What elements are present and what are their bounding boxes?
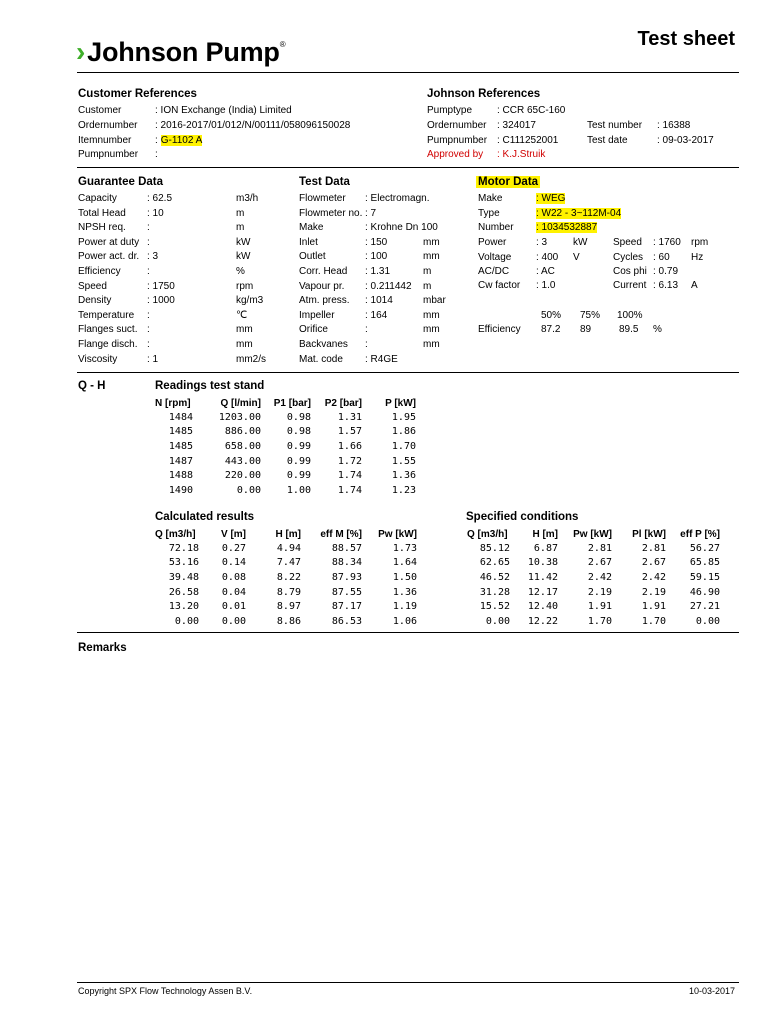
motor-voltage-value: : 400 (536, 252, 559, 263)
table-cell: 2.81 (641, 542, 666, 554)
field-label: Viscosity (78, 353, 118, 365)
motor-power-value: : 3 (536, 237, 548, 248)
specified-conditions-heading: Specified conditions (466, 511, 579, 523)
jr-ordernumber-value: : 324017 (497, 120, 536, 131)
table-cell: 886.00 (224, 426, 261, 438)
field-value: : (147, 266, 150, 277)
motor-speed-unit: rpm (691, 237, 709, 248)
divider (77, 72, 739, 73)
chevron-logo-icon: › (76, 36, 86, 67)
readings-table (155, 396, 416, 498)
table-cell: 1.36 (391, 470, 416, 482)
field-label: Temperature (78, 309, 135, 321)
table-cell: 88.57 (331, 542, 362, 554)
table-cell: 1.73 (392, 542, 417, 554)
field-value: : 62.5 (147, 193, 173, 204)
calculated-results-heading: Calculated results (155, 511, 255, 523)
field-unit: mm (423, 236, 440, 248)
field-unit: mm (423, 324, 440, 336)
field-value: : (147, 339, 150, 350)
table-row (155, 410, 416, 425)
table-cell: 1.50 (392, 571, 417, 583)
table-cell: 1.70 (391, 440, 416, 452)
field-label: Efficiency (78, 266, 121, 277)
field-label: Density (78, 295, 112, 307)
table-cell: 1488 (168, 470, 193, 482)
table-cell: 2.67 (587, 557, 612, 569)
table-cell: 26.58 (168, 586, 199, 598)
table-cell: 0.00 (236, 484, 261, 496)
field-unit: mbar (423, 295, 446, 307)
table-cell: 1.64 (392, 557, 417, 569)
test-number-label: Test number (587, 120, 643, 131)
table-row (155, 556, 417, 571)
column-header: eff M [%] (320, 528, 362, 540)
field-label: Flowmeter no. (299, 207, 363, 219)
table-cell: 27.21 (689, 601, 720, 613)
motor-cycles-label: Cycles (613, 252, 644, 263)
table-cell: 2.42 (587, 571, 612, 583)
field-label: Inlet (299, 236, 318, 248)
table-cell: 31.28 (479, 586, 510, 598)
column-header: Q [l/min] (220, 397, 261, 409)
motor-acdc-label: AC/DC (478, 266, 510, 277)
motor-speed-value: : 1760 (653, 237, 681, 248)
table-cell: 62.65 (479, 557, 510, 569)
motor-efficiency-label: Efficiency (478, 324, 521, 335)
specified-conditions-table (467, 527, 720, 629)
column-header: V [m] (221, 528, 246, 540)
column-header: P2 [bar] (324, 397, 362, 409)
divider (77, 167, 739, 168)
table-cell: 0.99 (286, 440, 311, 452)
jr-pumpnumber-label: Pumpnumber (427, 135, 488, 146)
table-cell: 220.00 (224, 470, 261, 482)
table-cell: 56.27 (689, 542, 720, 554)
field-label: Vapour pr. (299, 280, 345, 292)
table-cell: 1.23 (391, 484, 416, 496)
column-header: P1 [bar] (273, 397, 311, 409)
table-cell: 7.47 (276, 557, 301, 569)
field-value: : (147, 222, 150, 234)
table-cell: 1.95 (391, 411, 416, 423)
motor-current-value: : 6.13 (653, 280, 679, 291)
field-unit: m (423, 266, 432, 277)
field-label: Customer (78, 105, 122, 116)
table-cell: 1.19 (392, 601, 417, 613)
table-cell: 2.19 (641, 586, 666, 598)
field-label: Flanges suct. (78, 324, 138, 336)
table-cell: 1.72 (337, 455, 362, 467)
table-cell: 1487 (168, 455, 193, 467)
motor-power-unit: kW (573, 237, 588, 248)
field-label: Total Head (78, 207, 126, 219)
field-unit: mm (423, 309, 440, 321)
field-unit: m3/h (236, 193, 259, 204)
field-label: Power act. dr. (78, 251, 140, 263)
table-cell: 0.14 (221, 557, 246, 569)
table-cell: 53.16 (168, 557, 199, 569)
table-cell: 0.00 (485, 615, 510, 627)
field-value: : R4GE (365, 353, 398, 365)
field-value: : 7 (365, 207, 377, 219)
brand-name: Johnson Pump (87, 37, 280, 67)
table-cell: 1.57 (337, 426, 362, 438)
field-value: : 100 (365, 251, 388, 263)
field-unit: mm (236, 339, 253, 350)
table-cell: 0.00 (221, 615, 246, 627)
table-cell: 15.52 (479, 601, 510, 613)
field-value: : 0.211442 (365, 280, 412, 292)
load-header-100: 100% (617, 310, 643, 321)
field-value: : (365, 324, 368, 336)
field-value: : Electromagn. (365, 193, 430, 204)
field-label: Mat. code (299, 353, 343, 365)
table-cell: 13.20 (168, 601, 199, 613)
field-value: : 10 (147, 207, 164, 219)
table-cell: 85.12 (479, 542, 510, 554)
footer-copyright: Copyright SPX Flow Technology Assen B.V. (78, 986, 253, 996)
johnson-references-heading: Johnson References (427, 88, 541, 100)
pumptype-value: : CCR 65C-160 (497, 105, 566, 116)
table-cell: 1.74 (337, 470, 362, 482)
table-cell: 1484 (168, 411, 193, 423)
field-value: : 164 (365, 309, 388, 321)
field-value: : (365, 339, 368, 350)
motor-data-heading: Motor Data (478, 176, 539, 188)
motor-cw-label: Cw factor (478, 280, 521, 291)
approved-by-value: : K.J.Struik (497, 149, 546, 160)
jr-pumpnumber-value: : C111252001 (497, 135, 559, 146)
table-row (155, 439, 416, 454)
registered-mark: ® (279, 40, 286, 49)
motor-number-label: Number (478, 222, 514, 233)
motor-acdc-value: : AC (536, 266, 555, 277)
table-cell: 0.98 (286, 411, 311, 423)
jr-ordernumber-label: Ordernumber (427, 120, 487, 131)
field-value: : 2016-2017/01/012/N/00111/058096150028 (155, 120, 351, 131)
table-cell: 0.01 (221, 601, 246, 613)
table-cell: 1.70 (587, 615, 612, 627)
table-cell: 1.74 (337, 484, 362, 496)
column-header: H [m] (532, 528, 558, 540)
field-value: : 3 (147, 251, 159, 263)
field-value: : G-1102 A (155, 135, 203, 146)
motor-make-label: Make (478, 193, 503, 204)
table-cell: 0.04 (221, 586, 246, 598)
table-cell: 1485 (168, 426, 193, 438)
test-date-value: : 09-03-2017 (657, 135, 714, 146)
table-cell: 12.40 (527, 601, 558, 613)
table-cell: 1.66 (337, 440, 362, 452)
table-row (467, 614, 720, 629)
table-cell: 12.17 (527, 586, 558, 598)
table-cell: 88.34 (331, 557, 362, 569)
page-title: Test sheet (637, 28, 735, 50)
efficiency-unit: % (653, 324, 662, 335)
qh-label: Q - H (78, 380, 106, 392)
divider (77, 982, 739, 983)
table-cell: 1490 (168, 484, 193, 496)
table-row (467, 556, 720, 571)
table-cell: 1.31 (337, 411, 362, 423)
table-cell: 39.48 (168, 571, 199, 583)
readings-heading: Readings test stand (155, 380, 265, 392)
motor-speed-label: Speed (613, 237, 642, 248)
table-row (155, 468, 416, 483)
field-value: : (147, 309, 150, 321)
column-header: P [kW] (385, 397, 416, 409)
table-cell: 0.99 (286, 470, 311, 482)
field-value: : 150 (365, 236, 388, 248)
field-label: Ordernumber (78, 120, 138, 131)
table-cell: 2.42 (641, 571, 666, 583)
table-cell: 87.17 (331, 601, 362, 613)
table-cell: 87.93 (331, 571, 362, 583)
calculated-results-table (155, 527, 417, 629)
table-cell: 0.00 (695, 615, 720, 627)
field-unit: m (236, 222, 245, 234)
field-value: : Krohne Dn 100 (365, 222, 438, 234)
motor-type-label: Type (478, 208, 500, 219)
table-cell: 12.22 (527, 615, 558, 627)
field-value: : 1750 (147, 280, 175, 292)
field-value: : 1014 (365, 295, 393, 307)
efficiency-50: 87.2 (541, 324, 561, 335)
field-label: Impeller (299, 309, 335, 321)
field-value: : (155, 149, 158, 160)
motor-cycles-value: : 60 (653, 252, 670, 263)
table-cell: 1.91 (641, 601, 666, 613)
test-date-label: Test date (587, 135, 628, 146)
table-cell: 1.55 (391, 455, 416, 467)
field-unit: m (423, 280, 432, 292)
field-label: Power at duty (78, 236, 140, 248)
table-row (155, 570, 417, 585)
field-label: Speed (78, 280, 107, 292)
table-row (155, 614, 417, 629)
table-cell: 46.52 (479, 571, 510, 583)
column-header: Q [m3/h] (467, 528, 508, 540)
table-cell: 8.86 (276, 615, 301, 627)
field-label: Atm. press. (299, 295, 350, 307)
table-cell: 4.94 (276, 542, 301, 554)
column-header: Pl [kW] (632, 528, 666, 540)
field-unit: kW (236, 251, 251, 263)
table-row (155, 585, 417, 600)
field-unit: mm (236, 324, 253, 336)
table-cell: 10.38 (527, 557, 558, 569)
table-row (467, 585, 720, 600)
table-cell: 46.90 (689, 586, 720, 598)
table-row (155, 541, 417, 556)
approved-by-label: Approved by (427, 149, 484, 160)
field-unit: mm (423, 339, 440, 350)
column-header: eff P [%] (680, 528, 720, 540)
field-unit: kg/m3 (236, 295, 264, 307)
field-value: : 1.31 (365, 266, 391, 277)
field-unit: m (236, 207, 245, 219)
table-row (155, 483, 416, 498)
table-cell: 1.91 (587, 601, 612, 613)
field-label: Itemnumber (78, 135, 132, 146)
table-cell: 0.27 (221, 542, 246, 554)
pumptype-label: Pumptype (427, 105, 473, 116)
table-cell: 1.00 (286, 484, 311, 496)
field-label: Outlet (299, 251, 326, 263)
column-header: Pw [kW] (573, 528, 612, 540)
field-label: Backvanes (299, 339, 348, 350)
table-cell: 1.70 (641, 615, 666, 627)
motor-current-unit: A (691, 280, 698, 291)
table-cell: 86.53 (331, 615, 362, 627)
efficiency-100: 89.5 (619, 324, 639, 335)
motor-cw-value: : 1.0 (536, 280, 556, 291)
table-row (155, 425, 416, 440)
field-label: Pumpnumber (78, 149, 139, 160)
motor-make-value: : WEG (536, 193, 566, 204)
table-cell: 0.98 (286, 426, 311, 438)
table-cell: 2.81 (587, 542, 612, 554)
field-unit: kW (236, 236, 251, 248)
motor-type-value: : W22 - 3~112M-04 (536, 208, 622, 219)
field-label: Orifice (299, 324, 328, 336)
remarks-heading: Remarks (78, 642, 127, 654)
table-cell: 8.79 (276, 586, 301, 598)
field-value: : 1 (147, 353, 159, 365)
motor-cosphi-value: : 0.79 (653, 266, 679, 277)
field-value: : (147, 324, 150, 336)
field-label: Flowmeter (299, 193, 346, 204)
field-value: : (147, 236, 150, 248)
field-unit: mm2/s (236, 353, 266, 365)
column-header: H [m] (275, 528, 301, 540)
table-cell: 1.36 (392, 586, 417, 598)
table-cell: 0.08 (221, 571, 246, 583)
field-unit: ℃ (236, 309, 248, 321)
table-cell: 65.85 (689, 557, 720, 569)
field-value: : 1000 (147, 295, 175, 307)
table-row (467, 570, 720, 585)
table-cell: 2.19 (587, 586, 612, 598)
table-cell: 6.87 (533, 542, 558, 554)
guarantee-data-heading: Guarantee Data (78, 176, 164, 188)
load-header-50: 50% (541, 310, 562, 321)
efficiency-75: 89 (580, 324, 592, 335)
field-unit: rpm (236, 280, 254, 292)
table-row (155, 599, 417, 614)
column-header: N [rpm] (155, 397, 191, 409)
field-label: Corr. Head (299, 266, 348, 277)
divider (77, 372, 739, 373)
table-cell: 443.00 (224, 455, 261, 467)
motor-power-label: Power (478, 237, 507, 248)
table-cell: 1203.00 (218, 411, 261, 423)
table-cell: 1.06 (392, 615, 417, 627)
table-cell: 658.00 (224, 440, 261, 452)
footer-date: 10-03-2017 (688, 986, 735, 996)
field-value: : ION Exchange (India) Limited (155, 105, 292, 116)
load-header-75: 75% (580, 310, 601, 321)
table-cell: 8.22 (276, 571, 301, 583)
field-label: NPSH req. (78, 222, 126, 234)
divider (77, 632, 739, 633)
brand-logo (76, 36, 285, 68)
table-cell: 1.86 (391, 426, 416, 438)
table-cell: 72.18 (168, 542, 199, 554)
table-row (155, 454, 416, 469)
column-header: Q [m3/h] (155, 528, 196, 540)
field-unit: mm (423, 251, 440, 263)
motor-cycles-unit: Hz (691, 252, 704, 263)
table-cell: 11.42 (527, 571, 558, 583)
table-cell: 1485 (168, 440, 193, 452)
column-header: Pw [kW] (378, 528, 417, 540)
motor-voltage-label: Voltage (478, 252, 512, 263)
table-row (467, 599, 720, 614)
table-cell: 0.00 (174, 615, 199, 627)
table-cell: 59.15 (689, 571, 720, 583)
field-label: Make (299, 222, 324, 234)
field-label: Capacity (78, 193, 117, 204)
table-cell: 87.55 (331, 586, 362, 598)
motor-cosphi-label: Cos phi (613, 266, 647, 277)
field-label: Flange disch. (78, 339, 138, 350)
motor-number-value: : 1034532887 (536, 222, 598, 233)
test-number-value: : 16388 (657, 120, 691, 131)
table-cell: 0.99 (286, 455, 311, 467)
motor-current-label: Current (613, 280, 647, 291)
customer-references-heading: Customer References (78, 88, 197, 100)
field-unit: % (236, 266, 245, 277)
test-data-heading: Test Data (299, 176, 350, 188)
table-row (467, 541, 720, 556)
table-cell: 2.67 (641, 557, 666, 569)
motor-voltage-unit: V (573, 252, 580, 263)
table-cell: 8.97 (276, 601, 301, 613)
